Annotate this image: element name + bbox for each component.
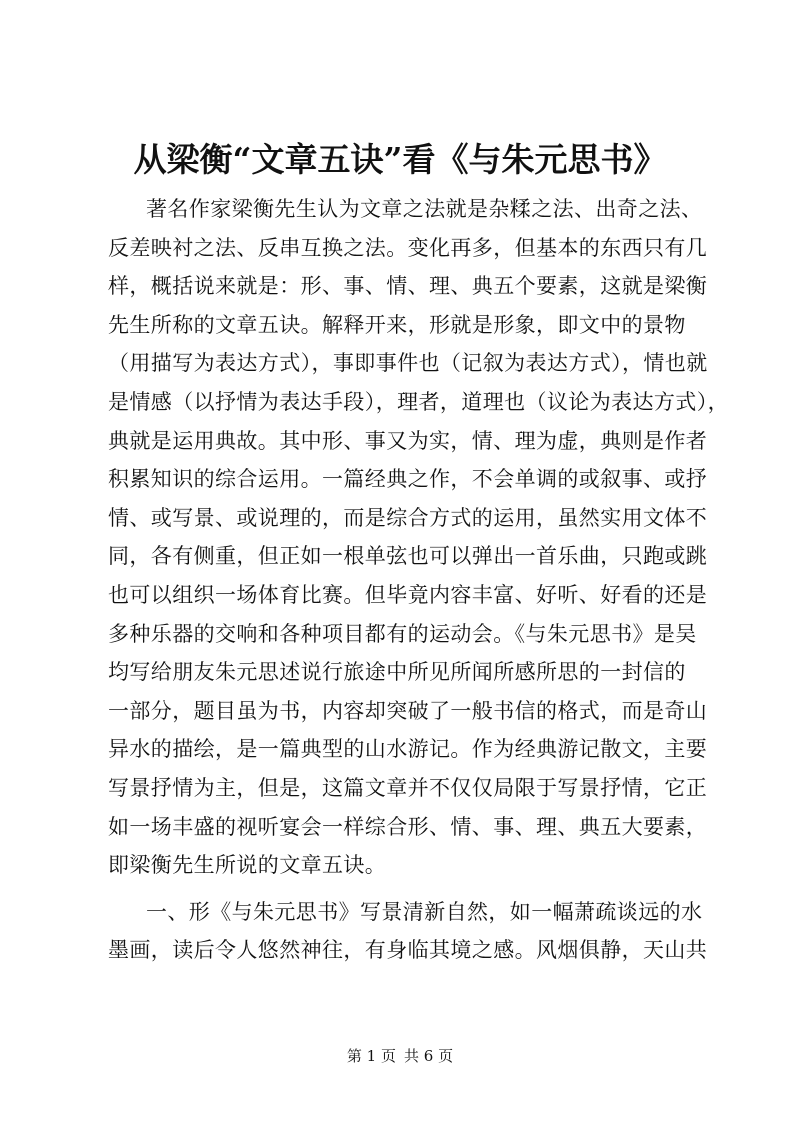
page-footer <box>0 1046 800 1066</box>
paragraph-1-line-9: 情、或写景、或说理的，而是综合方式的运用，虽然实用文体不 <box>108 505 708 530</box>
paragraph-1-line-10: 同，各有侧重，但正如一根单弦也可以弹出一首乐曲，只跑或跳 <box>108 544 708 569</box>
paragraph-1-line-7: 典就是运用典故。其中形、事又为实，情、理为虚，典则是作者 <box>108 428 708 453</box>
paragraph-1-line-17: 如一场丰盛的视听宴会一样综合形、情、事、理、典五大要素， <box>108 814 708 839</box>
page-number: 第 1 页 <box>346 1047 396 1065</box>
paragraph-1-line-13: 均写给朋友朱元思述说行旅途中所见所闻所感所思的一封信的 <box>108 660 686 685</box>
paragraph-2-line-1: 一、形《与朱元思书》写景清新自然，如一幅萧疏谈远的水 <box>146 899 703 924</box>
paragraph-1-line-2: 反差映衬之法、反串互换之法。变化再多，但基本的东西只有几 <box>108 235 708 260</box>
paragraph-1-line-1: 著名作家梁衡先生认为文章之法就是杂糅之法、出奇之法、 <box>146 197 703 221</box>
paragraph-1-line-4: 先生所称的文章五诀。解释开来，形就是形象，即文中的景物 <box>108 312 686 337</box>
paragraph-1-line-15: 异水的描绘，是一篇典型的山水游记。作为经典游记散文，主要 <box>108 737 708 762</box>
paragraph-1-line-12: 多种乐器的交响和各种项目都有的运动会。《与朱元思书》是吴 <box>108 621 697 646</box>
paragraph-1-line-14: 一部分，题目虽为书，内容却突破了一般书信的格式，而是奇山 <box>108 698 708 723</box>
paragraph-1-line-16: 写景抒情为主，但是，这篇文章并不仅仅局限于写景抒情，它正 <box>108 775 708 800</box>
paragraph-1-line-5: （用描写为表达方式），事即事件也（记叙为表达方式），情也就 <box>108 351 708 376</box>
document-body <box>108 190 728 970</box>
document-title: 从梁衡“文章五诀”看《与朱元思书》 <box>133 140 667 179</box>
paragraph-1-line-11: 也可以组织一场体育比赛。但毕竟内容丰富、好听、好看的还是 <box>108 582 708 607</box>
paragraph-2-line-2: 墨画，读后令人悠然神往，有身临其境之感。风烟俱静，天山共 <box>108 938 708 963</box>
paragraph-1-line-18: 即梁衡先生所说的文章五诀。 <box>108 853 387 878</box>
paragraph-1-line-6: 是情感（以抒情为表达手段），理者，道理也（议论为表达方式）， <box>108 389 729 414</box>
page-total: 共 6 页 <box>404 1047 454 1065</box>
paragraph-1-line-8: 积累知识的综合运用。一篇经典之作，不会单调的或叙事、或抒 <box>108 467 708 492</box>
paragraph-1-line-3: 样，概括说来就是：形、事、情、理、典五个要素，这就是梁衡 <box>108 274 708 299</box>
